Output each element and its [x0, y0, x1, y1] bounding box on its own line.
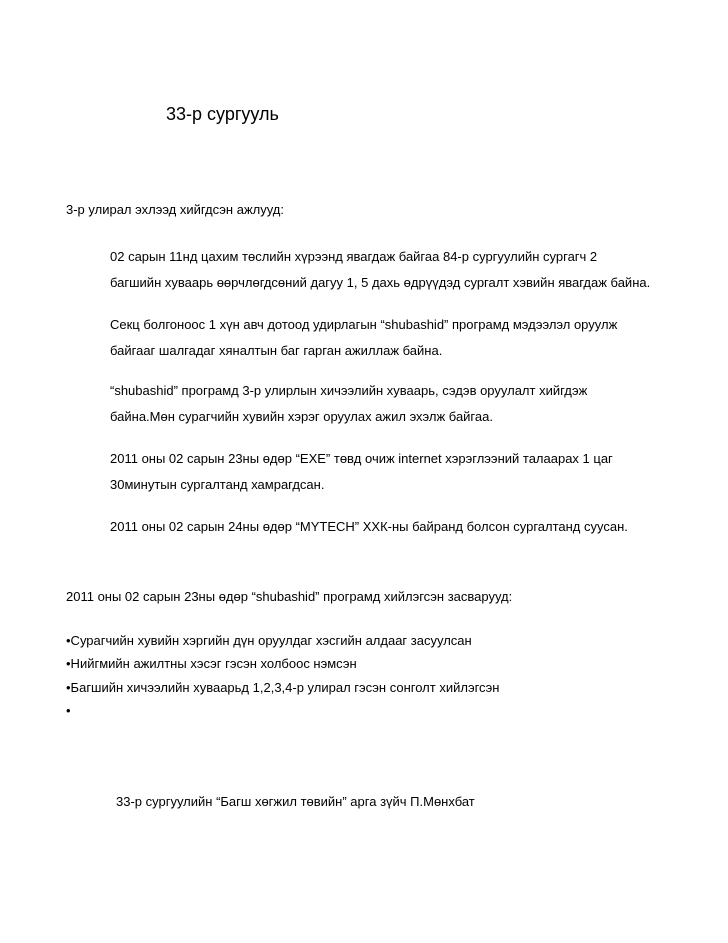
section-heading-fixes: 2011 оны 02 сарын 23ны өдөр “shubashid” програмд хийлэгсэн засварууд: — [66, 589, 513, 604]
section-heading-work-done: 3-р улирал эхлээд хийгдсэн ажлууд: — [66, 202, 284, 217]
footer-signature: 33-р сургуулийн “Багш хөгжил төвийн” арга зүйч П.Мөнхбат — [116, 794, 475, 809]
paragraph-training-schedule — [110, 244, 650, 296]
list-item: •Багшийн хичээлийн хуваарьд 1,2,3,4-р улирал гэсэн сонголт хийлэгсэн — [66, 680, 500, 695]
paragraph-line: Секц болгоноос 1 хүн авч дотоод удирлагын “shubashid” програмд мэдээлэл оруулж — [110, 317, 618, 332]
paragraph-mytech-training — [110, 514, 628, 540]
paragraph-exe-training — [110, 446, 613, 498]
paragraph-control-team — [110, 312, 617, 364]
paragraph-line: “shubashid” програмд 3-р улирлын хичээлийн хуваарь, сэдэв оруулалт хийгдэж — [110, 383, 588, 398]
paragraph-line: багшийн хуваарь өөрчлөгдсөний дагуу 1, 5 дахь өдрүүдэд сургалт хэвийн явагдаж байна. — [110, 275, 651, 290]
list-item: •Сурагчийн хувийн хэргийн дүн оруулдаг хэсгийн алдааг засуулсан — [66, 633, 472, 648]
page-title: 33-р сургууль — [166, 104, 279, 124]
paragraph-line: байгааг шалгадаг хяналтын баг гарган ажиллаж байна. — [110, 343, 443, 358]
list-item: •Нийгмийн ажилтны хэсэг гэсэн холбоос нэмсэн — [66, 656, 357, 671]
paragraph-schedule-entry — [110, 378, 587, 430]
paragraph-line: байна.Мөн сурагчийн хувийн хэрэг оруулах ажил эхэлж байгаа. — [110, 409, 493, 424]
paragraph-line: 2011 оны 02 сарын 23ны өдөр “EXE” төвд очиж internet хэрэглээний талаарах 1 цаг — [110, 451, 613, 466]
paragraph-line: 30минутын сургалтанд хамрагдсан. — [110, 477, 325, 492]
paragraph-line: 2011 оны 02 сарын 24ны өдөр “MYTECH” ХХК-ны байранд болсон сургалтанд суусан. — [110, 519, 628, 534]
list-item: • — [66, 703, 71, 718]
paragraph-line: 02 сарын 11нд цахим төслийн хүрээнд явагдаж байгаа 84-р сургуулийн сургагч 2 — [110, 249, 598, 264]
